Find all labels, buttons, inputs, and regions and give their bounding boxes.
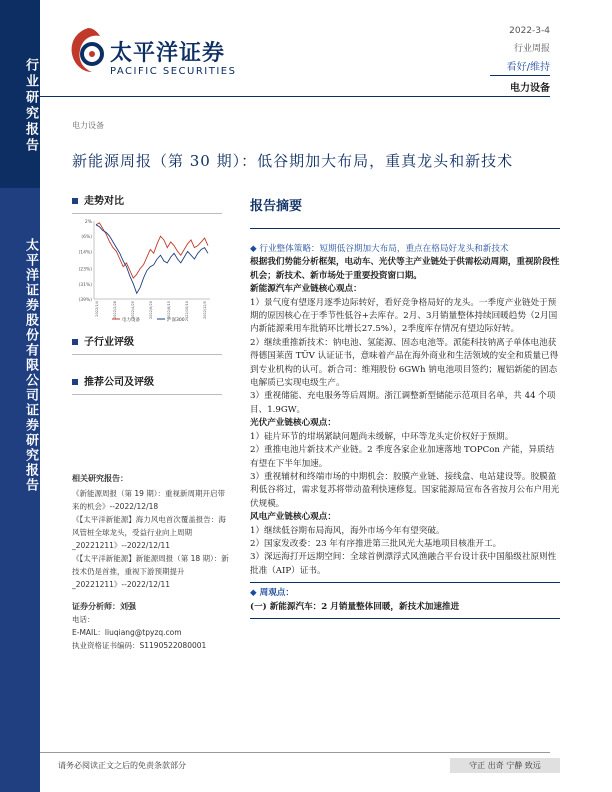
x-tick-label: 2022/12/5 — [203, 301, 207, 319]
y-tick-label: (31%) — [78, 282, 92, 288]
related-report-item[interactable]: 《新能源周报（第 19 期）：重视新周期开启带来的机会》--2022/12/18 — [72, 489, 226, 511]
y-tick-label: (6%) — [81, 235, 92, 241]
pv-point: 2）重推电池片新技术产业链。2 季度各家企业加速落地 TOPCon 产能，异质结有望在下半年加速。 — [250, 445, 555, 469]
companies-section-heading — [72, 373, 222, 395]
weekly-rule — [250, 582, 560, 583]
company-name-en: PACIFIC SECURITIES — [110, 66, 237, 77]
sidebar — [0, 0, 40, 792]
x-tick-label: 2022/2/28 — [113, 301, 117, 319]
wind-point: 3）深远海打开远期空间：全球首例漂浮式风渔融合平台设计获中国船级社原则性批准（AIP）证书。 — [250, 552, 557, 576]
pv-heading: 光伏产业链核心观点： — [250, 418, 336, 429]
pv-point: 3）重视辅材和终端市场的中期机会：胶膜产业链、接线盒、电站建设等。胶膜盈利低谷将过，需求复苏将带动盈利快速修复。国家能源局宣布各省按月公布户用光伏规模。 — [250, 471, 560, 509]
summary-rule — [250, 228, 560, 229]
bullet-icon — [72, 198, 78, 204]
analyst-name: 证券分析师：刘强 — [72, 602, 136, 611]
bullet-icon — [72, 379, 78, 385]
summary-body — [250, 243, 560, 619]
disclaimer-note: 请务必阅读正文之后的免责条款部分 — [58, 761, 186, 770]
header-rule — [40, 96, 550, 97]
sidebar-company-label: 太平洋证券股份有限公司证券研究报告 — [23, 238, 38, 493]
section-rule — [72, 354, 222, 355]
company-name: 太平洋证券 — [110, 41, 226, 66]
x-tick-label: 2022/6/20 — [149, 301, 153, 319]
analyst-license: 执业资格证书编码：S1190522080001 — [72, 641, 207, 650]
summary-section — [250, 195, 560, 623]
analyst-phone: 电话： — [72, 615, 95, 624]
report-date: 2022-3-4 — [509, 26, 550, 36]
series-line — [96, 225, 208, 293]
strategy-point — [250, 243, 560, 256]
ev-point: 3）重视储能、充电服务等后周期。浙江调整新型储能示范项目名单，共 44 个项目、1.9GW。 — [250, 391, 556, 415]
trend-section-heading — [72, 192, 222, 214]
section-rule — [72, 213, 222, 214]
y-tick-label: 2% — [84, 220, 92, 225]
y-tick-label: (39%) — [78, 298, 92, 303]
trend-title: 走势对比 — [84, 196, 124, 207]
rating: 看好/维持 — [506, 62, 550, 73]
ev-point: 1）景气度有望逐月逐季边际转好，看好竞争格局好的龙头。一季度产业链处于预期的原因核心在于季节性低谷+去库存。2月、3月销量整体持续回暖趋势（2月国内新能源乘用车批销环比增长27.5%），2季度库存情况有望边际好转。 — [250, 297, 558, 335]
x-tick-label: 2022/10/10 — [185, 301, 189, 322]
y-tick-label: (14%) — [78, 250, 92, 256]
companies-title: 推荐公司及评级 — [84, 377, 154, 388]
bullet-icon — [72, 339, 78, 345]
summary-title: 报告摘要 — [250, 199, 303, 214]
sector-label: 电力设备 — [510, 83, 550, 94]
wind-heading: 风电产业链核心观点： — [250, 512, 336, 523]
wind-point: 2）国家发改委：23 年有序推进第三批风光大基地项目核准开工。 — [250, 538, 502, 549]
y-tick-label: (23%) — [78, 267, 92, 273]
sidebar-report-category: 行业研究报告 — [23, 58, 38, 154]
subindustry-section-heading — [72, 333, 222, 355]
strategy-label: 行业整体策略： — [259, 244, 320, 254]
related-report-item[interactable]: 《【太平洋新能源】新能源周报（第 18 期）：新技术仍是首推，重视下游预期提升_20221211》--2022/12/11 — [72, 554, 229, 589]
related-reports-title: 相关研究报告： — [72, 474, 128, 483]
subindustry-title: 子行业评级 — [84, 337, 134, 348]
related-reports — [72, 472, 232, 591]
trend-chart — [72, 215, 222, 325]
strategy-text: 短期低谷期加大布局，重点在格局好龙头和新技术 — [319, 244, 509, 254]
x-tick-label: 2022/1/4 — [95, 301, 99, 317]
breadcrumb: 电力设备 — [72, 121, 104, 130]
company-motto: 守正 出奇 宁静 致远 — [450, 758, 560, 773]
report-meta — [507, 26, 550, 73]
related-report-item[interactable]: 《【太平洋新能源】海力风电首次覆盖报告：海风管桩全球龙头，受益行业向上周期_20221211》--2022/12/11 — [72, 515, 226, 550]
weekly-heading — [250, 587, 560, 600]
diamond-bullet-icon: ◆ — [250, 588, 260, 599]
page-title: 新能源周报（第 30 期）：低谷期加大布局，重真龙头和新技术 — [72, 152, 514, 170]
section-rule — [72, 394, 222, 395]
analyst-info — [72, 600, 232, 652]
pv-point: 1）硅片环节的坩埚紧缺问题尚未缓解，中环等龙头定价权好于预期。 — [250, 431, 514, 442]
framework-paragraph: 根据我们势能分析框架，电动车、光伏等主产业链处于供需松动周期，重视阶段性机会；新技术、新市场处于重要投资窗口期。 — [250, 257, 560, 281]
company-logo-icon — [68, 26, 108, 74]
weekly-item: (一) 新能源汽车：2 月销量整体回暖，新技术加速推进 — [250, 601, 460, 612]
report-type: 行业周报 — [513, 44, 550, 54]
ev-point: 2）继续重推新技术：钠电池、氢能源、固态电池等。派能科技钠离子单体电池获得德国莱茵 TÜV 认证证书，意味着产品在海外商业和生活领域的安全和质量已得到专业机构的认可。新合司：维翔股份 6GWh 钠电池项目签约；履铝新能的固态电解质已实现电级生产。 — [250, 337, 559, 389]
legend-label: 沪深300 — [167, 318, 185, 323]
series-line — [96, 223, 208, 278]
x-tick-label: 2022/8/15 — [167, 301, 171, 319]
analyst-email[interactable]: E-MAIL：liuqiang@tpyzq.com — [72, 628, 182, 637]
weekly-label: 周观点： — [259, 588, 294, 599]
rating-divider — [490, 75, 550, 76]
diamond-bullet-icon: ◆ — [250, 244, 260, 254]
footer-rule — [40, 752, 550, 753]
weekly-rule — [250, 618, 560, 619]
legend-label: 电力设备 — [122, 318, 140, 323]
ev-heading: 新能源汽车产业链核心观点： — [250, 284, 362, 295]
x-tick-label: 2022/4/25 — [131, 301, 135, 319]
wind-point: 1）继续低谷期布局海风，海外市场今年有望突破。 — [250, 525, 445, 536]
